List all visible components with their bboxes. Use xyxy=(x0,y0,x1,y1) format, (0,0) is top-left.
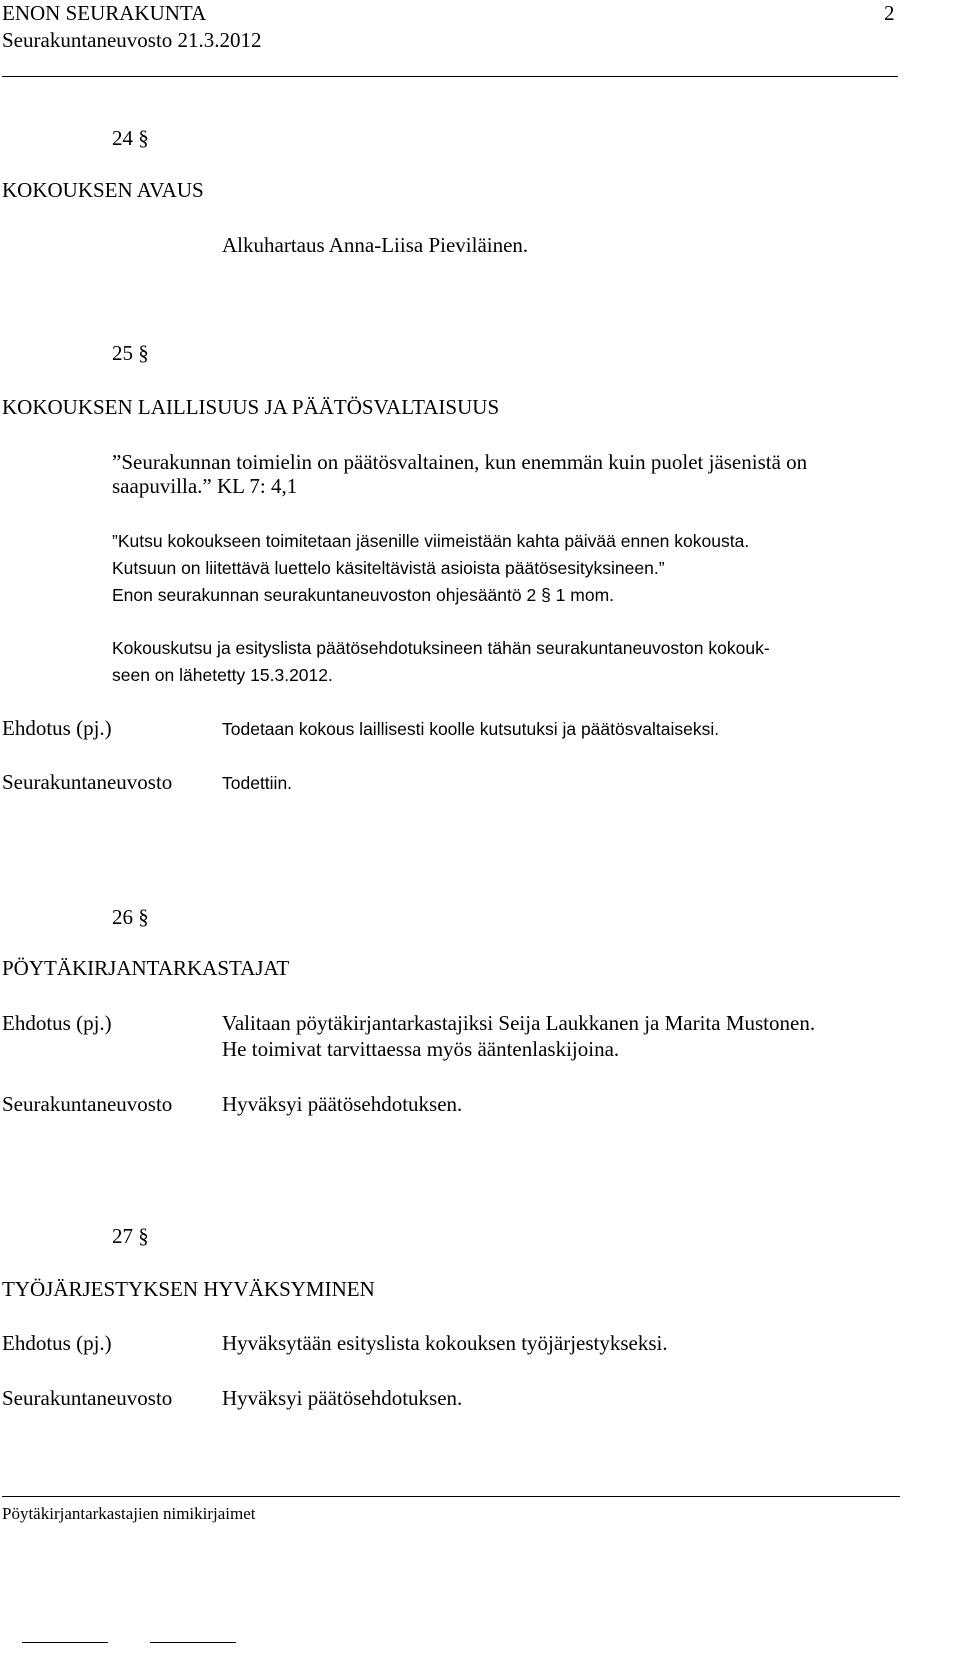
section-25-quote1-line1: ”Seurakunnan toimielin on päätösvaltainen, kun enemmän kuin puolet jäsenistä on xyxy=(112,450,808,474)
section-24-text: Alkuhartaus Anna-Liisa Pieviläinen. xyxy=(222,233,529,257)
section-27-number: 27 § xyxy=(112,1224,149,1248)
section-26-decision-label: Seurakuntaneuvosto xyxy=(2,1092,173,1116)
section-25-proposal-label: Ehdotus (pj.) xyxy=(2,716,112,740)
section-26-title: PÖYTÄKIRJANTARKASTAJAT xyxy=(2,956,290,980)
section-26-number: 26 § xyxy=(112,905,149,929)
section-27-decision-label: Seurakuntaneuvosto xyxy=(2,1386,173,1410)
header-meeting: Seurakuntaneuvosto 21.3.2012 xyxy=(2,28,262,52)
section-25-quote2-line2: Kutsuun on liitettävä luettelo käsiteltävistä asioista päätösesityksineen.” xyxy=(112,558,665,578)
footer-divider xyxy=(2,1496,900,1497)
header-divider xyxy=(2,76,898,77)
section-25-decision-label: Seurakuntaneuvosto xyxy=(2,770,173,794)
header-org: ENON SEURAKUNTA xyxy=(2,1,207,25)
initials-signature-line-1 xyxy=(22,1642,108,1643)
section-25-quote1-line2: saapuvilla.” KL 7: 4,1 xyxy=(112,474,298,498)
section-24-title: KOKOUKSEN AVAUS xyxy=(2,178,204,202)
section-26-decision-text: Hyväksyi päätösehdotuksen. xyxy=(222,1092,463,1116)
section-25-proposal-text: Todetaan kokous laillisesti koolle kutsutuksi ja päätösvaltaiseksi. xyxy=(222,719,720,739)
section-25-decision-text: Todettiin. xyxy=(222,773,293,793)
section-25-quote2-line3: Enon seurakunnan seurakuntaneuvoston ohjesääntö 2 § 1 mom. xyxy=(112,585,615,605)
page-number: 2 xyxy=(884,1,895,25)
section-25-invite-line1: Kokouskutsu ja esityslista päätösehdotuksineen tähän seurakuntaneuvoston kokouk- xyxy=(112,638,770,658)
section-26-proposal-label: Ehdotus (pj.) xyxy=(2,1011,112,1035)
section-27-proposal-text: Hyväksytään esityslista kokouksen työjärjestykseksi. xyxy=(222,1331,668,1355)
section-25-number: 25 § xyxy=(112,341,149,365)
section-25-invite-line2: seen on lähetetty 15.3.2012. xyxy=(112,665,333,685)
section-26-proposal-line2: He toimivat tarvittaessa myös ääntenlaskijoina. xyxy=(222,1037,620,1061)
section-27-title: TYÖJÄRJESTYKSEN HYVÄKSYMINEN xyxy=(2,1277,375,1301)
section-25-title: KOKOUKSEN LAILLISUUS JA PÄÄTÖSVALTAISUUS xyxy=(2,395,500,419)
section-26-proposal-line1: Valitaan pöytäkirjantarkastajiksi Seija Laukkanen ja Marita Mustonen. xyxy=(222,1011,816,1035)
initials-label: Pöytäkirjantarkastajien nimikirjaimet xyxy=(2,1504,256,1523)
section-24-number: 24 § xyxy=(112,126,149,150)
initials-signature-line-2 xyxy=(150,1642,236,1643)
section-27-decision-text: Hyväksyi päätösehdotuksen. xyxy=(222,1386,463,1410)
section-27-proposal-label: Ehdotus (pj.) xyxy=(2,1331,112,1355)
section-25-quote2-line1: ”Kutsu kokoukseen toimitetaan jäsenille viimeistään kahta päivää ennen kokousta. xyxy=(112,531,750,551)
